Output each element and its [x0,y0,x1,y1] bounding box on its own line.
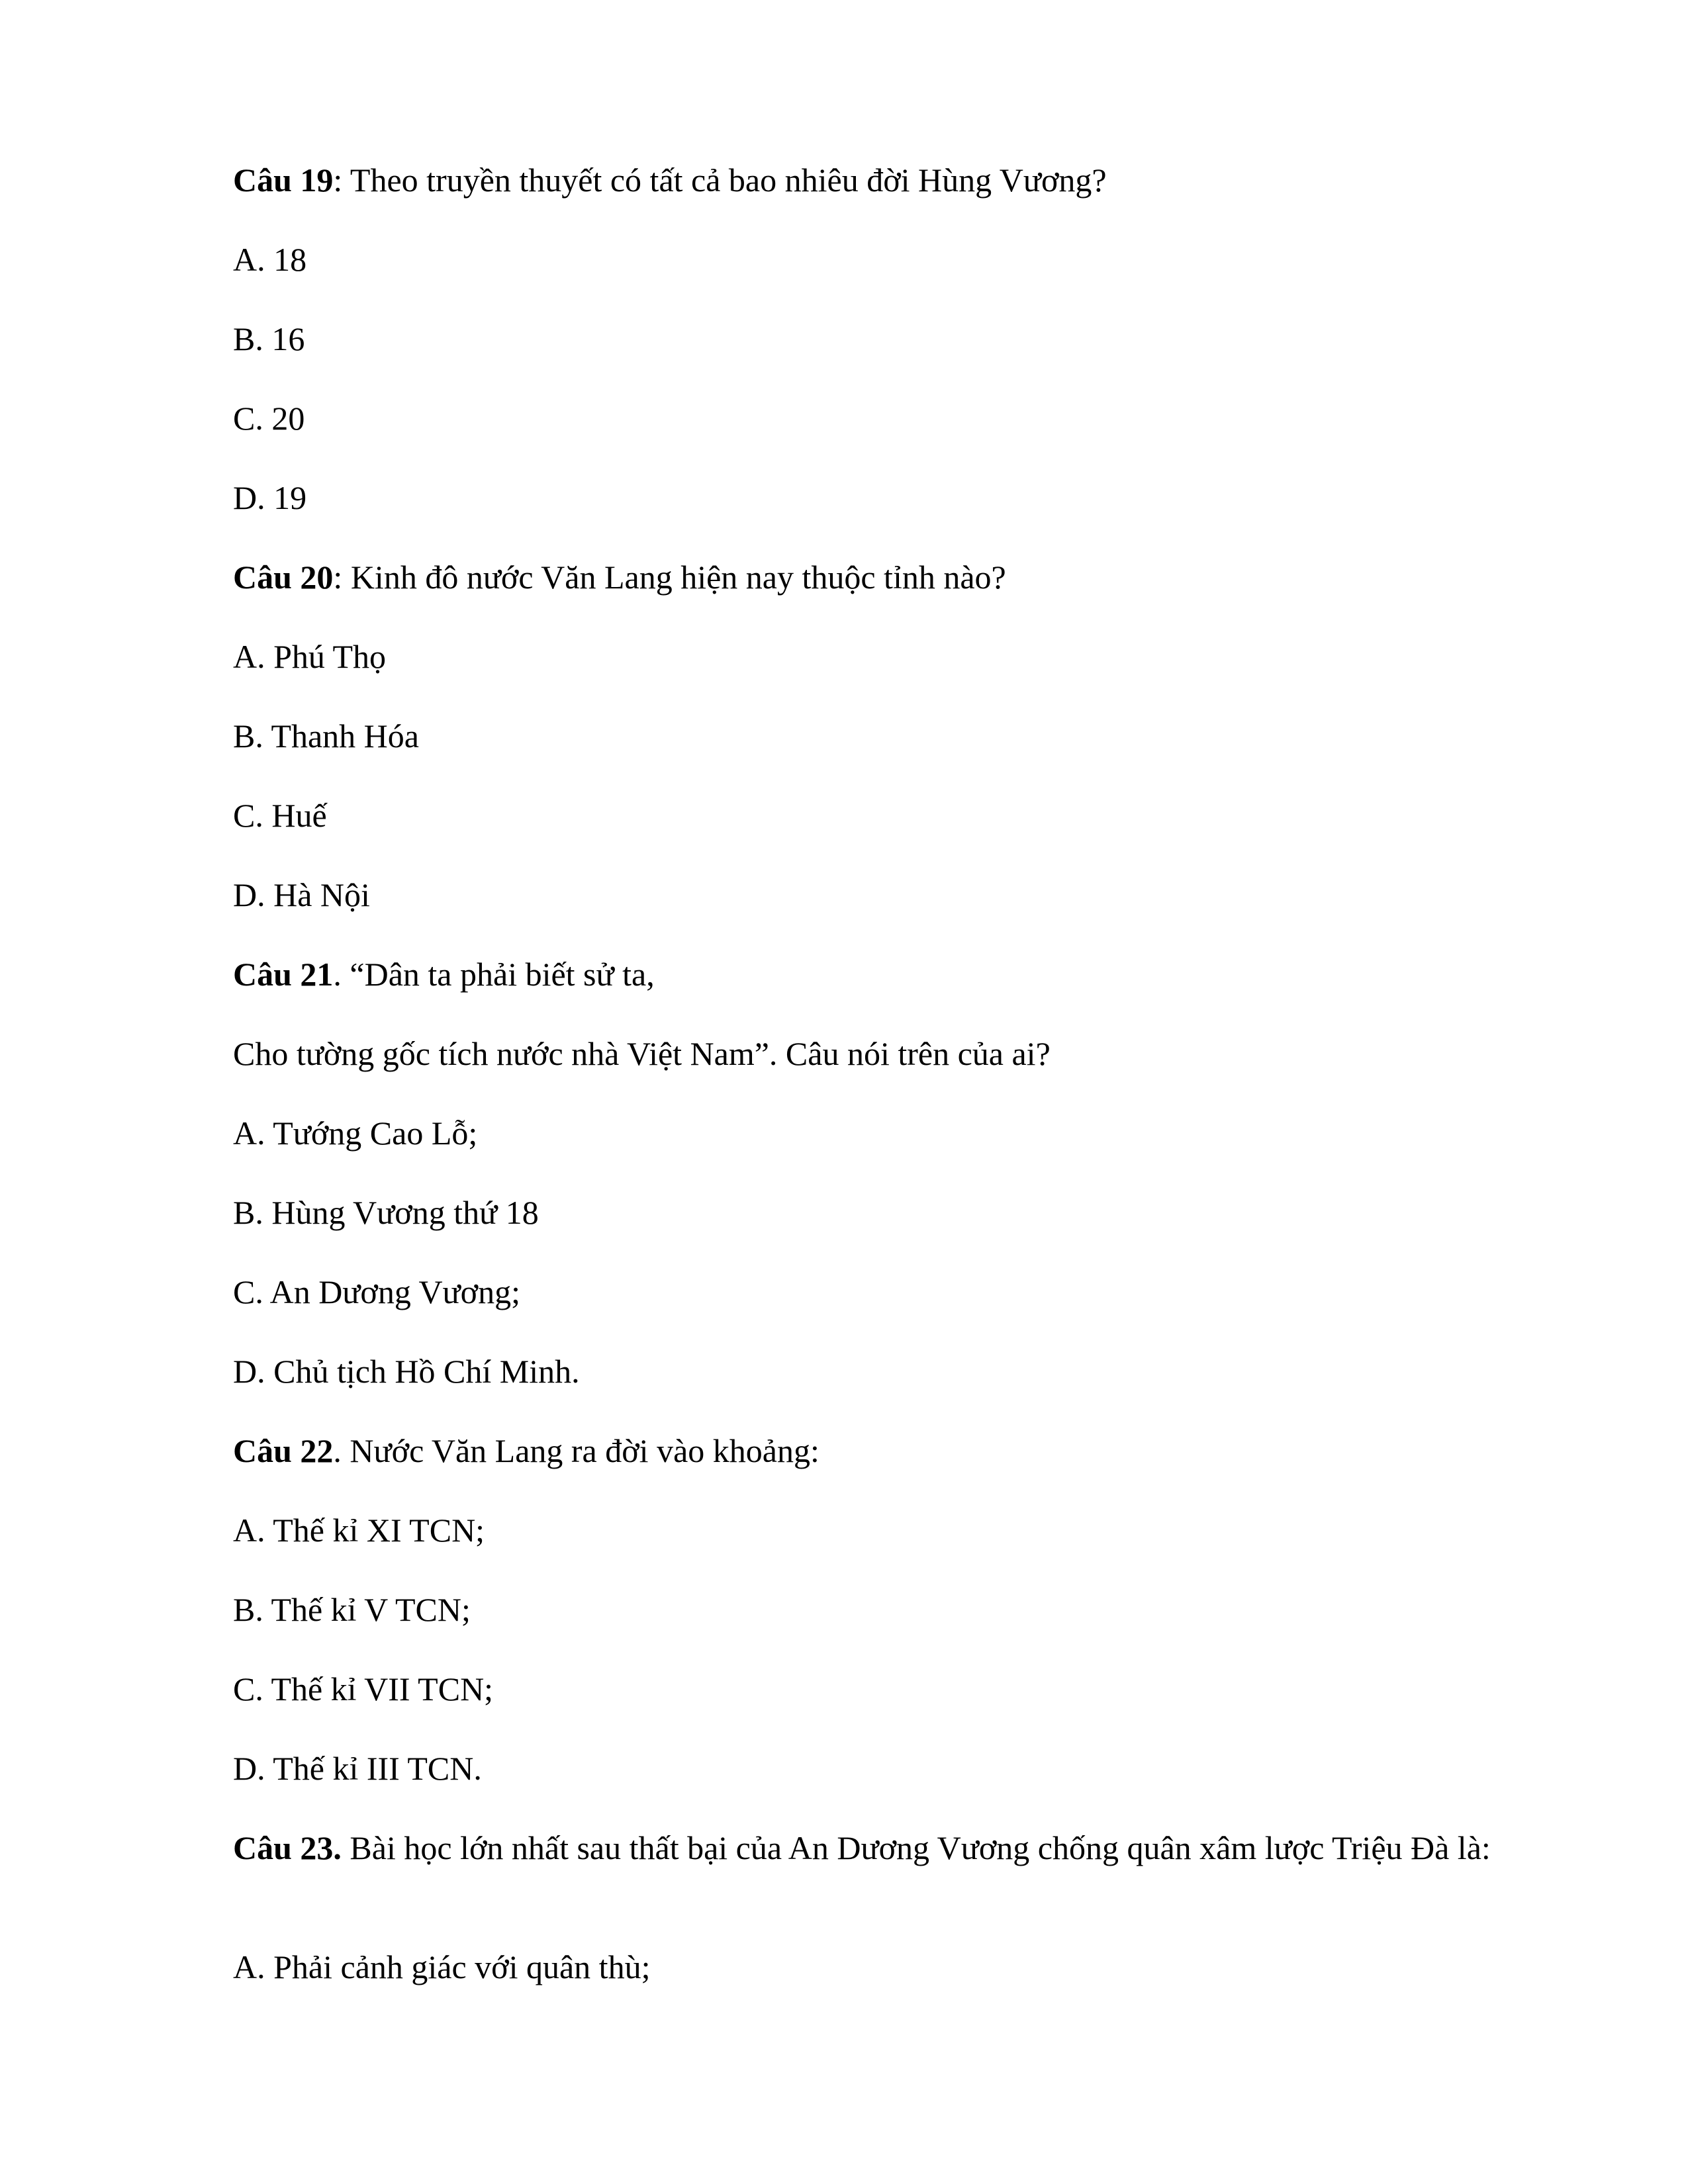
question-text: Kinh đô nước Văn Lang hiện nay thuộc tỉnh nào? [350,559,1006,596]
answer-option: B. Thế kỉ V TCN; [233,1591,471,1628]
answer-option: B. Thanh Hóa [233,717,419,754]
question-label: Câu 19 [233,161,334,199]
question-text: “Dân ta phải biết sử ta, [350,956,655,993]
answer-option: D. Chủ tịch Hồ Chí Minh. [233,1353,580,1390]
answer-option: A. 18 [233,241,307,278]
answer-option: C. 20 [233,400,305,437]
answer-option: A. Tướng Cao Lỗ; [233,1115,478,1152]
answer-option: D. 19 [233,479,307,516]
answer-option: B. Hùng Vương thứ 18 [233,1194,539,1231]
answer-option: C. Thế kỉ VII TCN; [233,1670,494,1707]
question-20: Câu 20: Kinh đô nước Văn Lang hiện nay thuộc tỉnh nào? [233,559,1006,596]
question-21: Câu 21. “Dân ta phải biết sử ta, [233,956,655,993]
answer-option: A. Phú Thọ [233,638,387,675]
question-text: Bài học lớn nhất sau thất bại của An Dương Vương chống quân xâm lược Triệu Đà là: [350,1829,1491,1866]
question-text: Theo truyền thuyết có tất cả bao nhiêu đời Hùng Vương? [350,161,1107,199]
document-page [233,0,1511,2184]
question-label: Câu 22 [233,1432,334,1469]
answer-option: C. Huế [233,797,327,834]
answer-option: C. An Dương Vương; [233,1273,520,1310]
answer-option: B. 16 [233,320,305,357]
answer-option: A. Phải cảnh giác với quân thù; [233,1948,651,1985]
question-label: Câu 20 [233,559,334,596]
question-22: Câu 22. Nước Văn Lang ra đời vào khoảng: [233,1432,820,1469]
question-text: Nước Văn Lang ra đời vào khoảng: [350,1432,820,1469]
answer-option: D. Thế kỉ III TCN. [233,1750,482,1787]
question-label: Câu 21 [233,956,334,993]
question-23 [233,1828,1511,1868]
question-text-continued: Cho tường gốc tích nước nhà Việt Nam”. Câu nói trên của ai? [233,1035,1051,1072]
question-label: Câu 23. [233,1829,342,1866]
answer-option: D. Hà Nội [233,876,370,913]
answer-option: A. Thế kỉ XI TCN; [233,1512,485,1549]
question-19: Câu 19: Theo truyền thuyết có tất cả bao nhiêu đời Hùng Vương? [233,161,1107,199]
